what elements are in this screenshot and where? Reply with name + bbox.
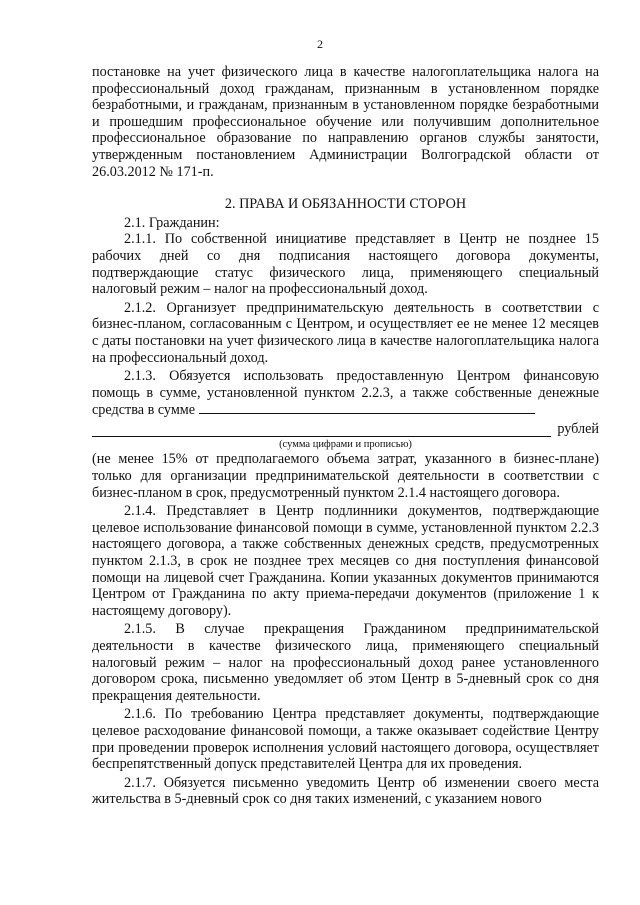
paragraph-2-1-3 — [92, 368, 599, 419]
page-number: 2 — [317, 37, 323, 51]
paragraph-2-1-4: 2.1.4. Представляет в Центр подлинники документов, подтверждающие целевое использование финансовой помощи в сумме, установленной пунктом 2.2.3 настоящего договора, а также собственных денежных средств, предусмотренных пунктом 2.1.3, в срок не позднее трех месяцев со дня поступления финансовой помощи на лицевой счет Гражданина. Копии указанных документов принимаются Центром от Гражданина по акту приема-передачи документов (приложение 1 к настоящему договору). — [92, 503, 599, 619]
amount-blank-line-1[interactable] — [199, 401, 535, 414]
amount-caption: (сумма цифрами и прописью) — [279, 439, 412, 451]
amount-fill-row — [92, 421, 599, 438]
subsection-title: 2.1. Гражданин: — [124, 214, 220, 231]
paragraph-continuation: постановке на учет физического лица в качестве налогоплательщика налога на профессиональный доход гражданам, признанным в установленном порядке безработными, и гражданам, признанным в установленном порядке безработными и прошедшим профессиональное обучение или получившим дополнительное профессиональное образование по направлению органов службы занятости, утвержденным постановлением Администрации Волгоградской области от 26.03.2012 № 171-п. — [92, 64, 599, 180]
paragraph-2-1-7: 2.1.7. Обязуется письменно уведомить Центр об изменении своего места жительства в 5-дневный срок со дня таких изменений, с указанием нового — [92, 774, 599, 808]
paragraph-2-1-2: 2.1.2. Организует предпринимательскую деятельность в соответствии с бизнес-планом, согласованным с Центром, и осуществляет ее не менее 12 месяцев с даты постановки на учет физического лица в качестве налогоплательщика налога на профессиональный доход. — [92, 299, 599, 366]
section-title: 2. ПРАВА И ОБЯЗАННОСТИ СТОРОН — [224, 196, 467, 213]
rubles-label: рублей — [557, 420, 599, 437]
amount-blank-line-2[interactable] — [92, 424, 551, 437]
paragraph-2-1-6: 2.1.6. По требованию Центра представляет документы, подтверждающие целевое расходование финансовой помощи, а также оказывает содействие Центру при проведении проверок исполнения условий настоящего договора, осуществляет беспрепятственный допуск представителей Центра для их проведения. — [92, 706, 599, 773]
paragraph-2-1-3-text: 2.1.3. Обязуется использовать предоставленную Центром финансовую помощь в сумме, установленной пунктом 2.2.3, а также собственные денежные средства в сумме — [92, 368, 599, 419]
paragraph-2-1-5: 2.1.5. В случае прекращения Гражданином предпринимательской деятельности в качестве физического лица, применяющего специальный налоговый режим – налог на профессиональный доход ранее установленного договором срока, письменно уведомляет об этом Центр в 5-дневный срок со дня прекращения деятельности. — [92, 621, 599, 704]
paragraph-2-1-1: 2.1.1. По собственной инициативе представляет в Центр не позднее 15 рабочих дней со дня подписания настоящего договора документы, подтверждающие статус физического лица, применяющего специальный налоговый режим – налог на профессиональный доход. — [92, 231, 599, 298]
body-text — [92, 64, 599, 808]
paragraph-2-1-3-continued: (не менее 15% от предполагаемого объема затрат, указанного в бизнес-плане) только для организации предпринимательской деятельности в соответствии с бизнес-планом в срок, предусмотренный пунктом 2.1.4 настоящего договора. — [92, 451, 599, 501]
